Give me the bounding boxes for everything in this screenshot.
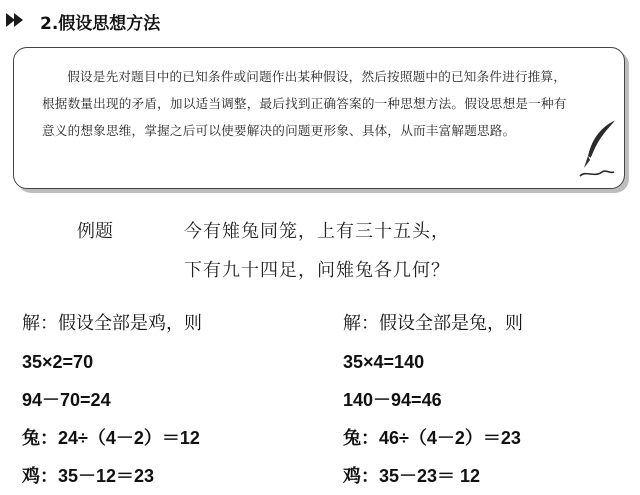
solution-step: 兔：46÷（4－2）＝23 <box>343 428 521 448</box>
solution-step: 94－70=24 <box>22 390 111 410</box>
solution-step: 35×4=140 <box>343 352 425 372</box>
section-header <box>0 0 640 40</box>
solution-assume-chickens <box>22 305 322 495</box>
solution-step: 35×2=70 <box>22 352 94 372</box>
solution-step: 解：假设全部是兔，则 <box>343 313 523 334</box>
solution-step: 解：假设全部是鸡，则 <box>22 313 202 334</box>
example-problem-line-2: 下有九十四足，问雉兔各几何？ <box>184 260 450 281</box>
solution-assume-rabbits <box>343 305 640 495</box>
intro-box <box>13 47 625 189</box>
quill-pen-icon <box>576 118 620 182</box>
example-problem-line-1: 今有雉兔同笼，上有三十五头， <box>184 221 450 242</box>
solution-step: 鸡：35－12＝23 <box>22 466 155 486</box>
example-label: 例题 <box>77 221 113 242</box>
section-title: 2.假设思想方法 <box>40 14 161 34</box>
solution-step: 鸡：35－23＝ 12 <box>343 466 481 486</box>
solution-step: 兔：24÷（4－2）＝12 <box>22 428 200 448</box>
solution-step: 140－94=46 <box>343 390 442 410</box>
chevron-icon <box>14 13 23 27</box>
intro-paragraph: 假设是先对题目中的已知条件或问题作出某种假设，然后按照题中的已知条件进行推算，根据数量出现的矛盾，加以适当调整，最后找到正确答案的一种思想方法。假设思想是一种有意义的想象思维，掌握之后可以使要解决的问题更形象、具体，从而丰富解题思路。 <box>42 69 567 138</box>
